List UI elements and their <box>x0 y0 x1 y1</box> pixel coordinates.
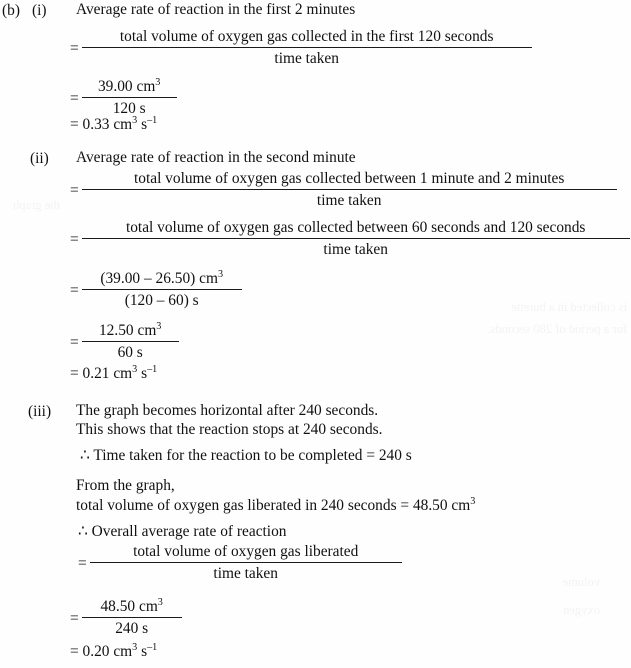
result-unit-volume-exponent: 3 <box>132 114 138 126</box>
fraction-denominator: 240 s <box>115 620 149 638</box>
item-ii-result <box>70 363 158 382</box>
fraction-denominator: 60 s <box>117 344 143 362</box>
item-ii-fraction-4 <box>70 322 190 362</box>
result-value: 0.20 <box>82 643 110 660</box>
item-label-ii: (ii) <box>30 150 49 167</box>
result-unit-time-exponent: –1 <box>147 114 158 126</box>
fraction-numerator <box>96 78 162 96</box>
result-unit-time: s <box>141 365 148 382</box>
equals-sign: = <box>78 555 87 573</box>
bleed-through-fragment <box>563 603 600 618</box>
fraction-bar <box>82 617 182 618</box>
item-ii-fraction-3 <box>70 270 250 310</box>
item-label-i: (i) <box>32 2 47 19</box>
fraction-numerator <box>98 270 225 288</box>
equals-sign: = <box>70 643 79 660</box>
item-i-fraction-1 <box>70 28 535 68</box>
result-unit-time: s <box>141 116 148 133</box>
fraction-numerator: total volume of oxygen gas collected in the first 120 seconds <box>119 28 494 45</box>
numerator-unit: cm <box>136 78 156 95</box>
numerator-unit-exponent: 3 <box>156 320 162 332</box>
fraction-denominator: time taken <box>274 50 339 68</box>
numerator-value: 12.50 <box>98 322 134 339</box>
fraction-bar <box>82 289 242 290</box>
equals-sign: = <box>70 610 79 628</box>
numerator-value: 39.00 <box>97 78 133 95</box>
item-iii-line-2: This shows that the reaction stops at 240 seconds. <box>76 421 383 438</box>
result-value: 0.33 <box>82 116 110 133</box>
item-iii-conclusion-2: ∴ Overall average rate of reaction <box>78 523 287 540</box>
numerator-unit: cm <box>137 322 157 339</box>
fraction-numerator <box>97 322 163 340</box>
fraction-denominator: 120 s <box>112 100 146 118</box>
equals-sign: = <box>70 40 79 58</box>
result-unit-volume: cm <box>113 116 133 133</box>
result-unit-time-exponent: –1 <box>147 363 158 375</box>
fraction-numerator: total volume of oxygen gas collected between 60 seconds and 120 seconds <box>125 219 586 236</box>
fraction-bar <box>82 189 617 190</box>
fraction-bar <box>82 238 630 239</box>
item-iii-line-3: From the graph, <box>76 477 175 494</box>
numerator-unit: cm <box>138 598 158 615</box>
equals-sign: = <box>70 90 79 108</box>
bleed-through-fragment <box>487 322 627 337</box>
numerator-value: (39.00 – 26.50) <box>100 270 196 287</box>
equals-sign: = <box>70 365 79 382</box>
item-iii-fraction-2 <box>70 598 192 638</box>
equals-sign: = <box>70 334 79 352</box>
item-iii-line-4 <box>76 495 476 514</box>
bleed-through-fragment <box>511 300 627 315</box>
fraction-denominator: time taken <box>323 241 388 259</box>
numerator-unit-exponent: 3 <box>157 596 163 608</box>
fraction-numerator: total volume of oxygen gas collected between 1 minute and 2 minutes <box>133 170 565 187</box>
numerator-unit: cm <box>199 270 218 287</box>
result-unit-volume-exponent: 3 <box>132 641 138 653</box>
item-i-fraction-2 <box>70 78 190 118</box>
line-4-exponent: 3 <box>470 495 476 507</box>
item-ii-fraction-1 <box>70 170 620 210</box>
fraction-denominator: time taken <box>316 192 382 210</box>
fraction-bar <box>82 97 177 98</box>
part-label-b: (b) <box>2 2 20 19</box>
result-unit-time: s <box>141 643 148 660</box>
bleed-through-fragment <box>563 575 601 590</box>
numerator-value: 48.50 <box>100 598 136 615</box>
equals-sign: = <box>70 182 79 200</box>
fraction-bar <box>90 562 402 563</box>
result-unit-volume: cm <box>113 643 133 660</box>
item-iii-line-1: The graph becomes horizontal after 240 seconds. <box>76 402 379 419</box>
equals-sign: = <box>70 282 79 300</box>
bleed-through-fragment <box>13 198 60 213</box>
item-i-heading: Average rate of reaction in the first 2 minutes <box>76 1 356 18</box>
result-value: 0.21 <box>82 365 110 382</box>
equals-sign: = <box>70 116 79 133</box>
fraction-numerator <box>98 598 164 616</box>
fraction-bar <box>82 341 179 342</box>
item-i-result <box>70 114 158 133</box>
fraction-denominator: (120 – 60) s <box>124 292 199 310</box>
result-unit-volume: cm <box>113 365 133 382</box>
item-iii-fraction-1 <box>78 543 408 583</box>
numerator-unit-exponent: 3 <box>155 76 161 88</box>
fraction-denominator: time taken <box>213 565 278 583</box>
item-ii-fraction-2 <box>70 219 631 259</box>
fraction-bar <box>82 47 532 48</box>
item-iii-result <box>70 641 158 660</box>
result-unit-volume-exponent: 3 <box>132 363 138 375</box>
equals-sign: = <box>70 231 79 249</box>
item-label-iii: (iii) <box>28 403 52 420</box>
numerator-unit-exponent: 3 <box>217 268 224 280</box>
item-iii-conclusion-1: ∴ Time taken for the reaction to be completed = 240 s <box>80 447 412 464</box>
result-unit-time-exponent: –1 <box>147 641 158 653</box>
fraction-numerator: total volume of oxygen gas liberated <box>133 543 359 560</box>
line-4-text: total volume of oxygen gas liberated in 240 seconds = 48.50 cm <box>76 497 471 514</box>
item-ii-heading: Average rate of reaction in the second minute <box>76 149 356 166</box>
